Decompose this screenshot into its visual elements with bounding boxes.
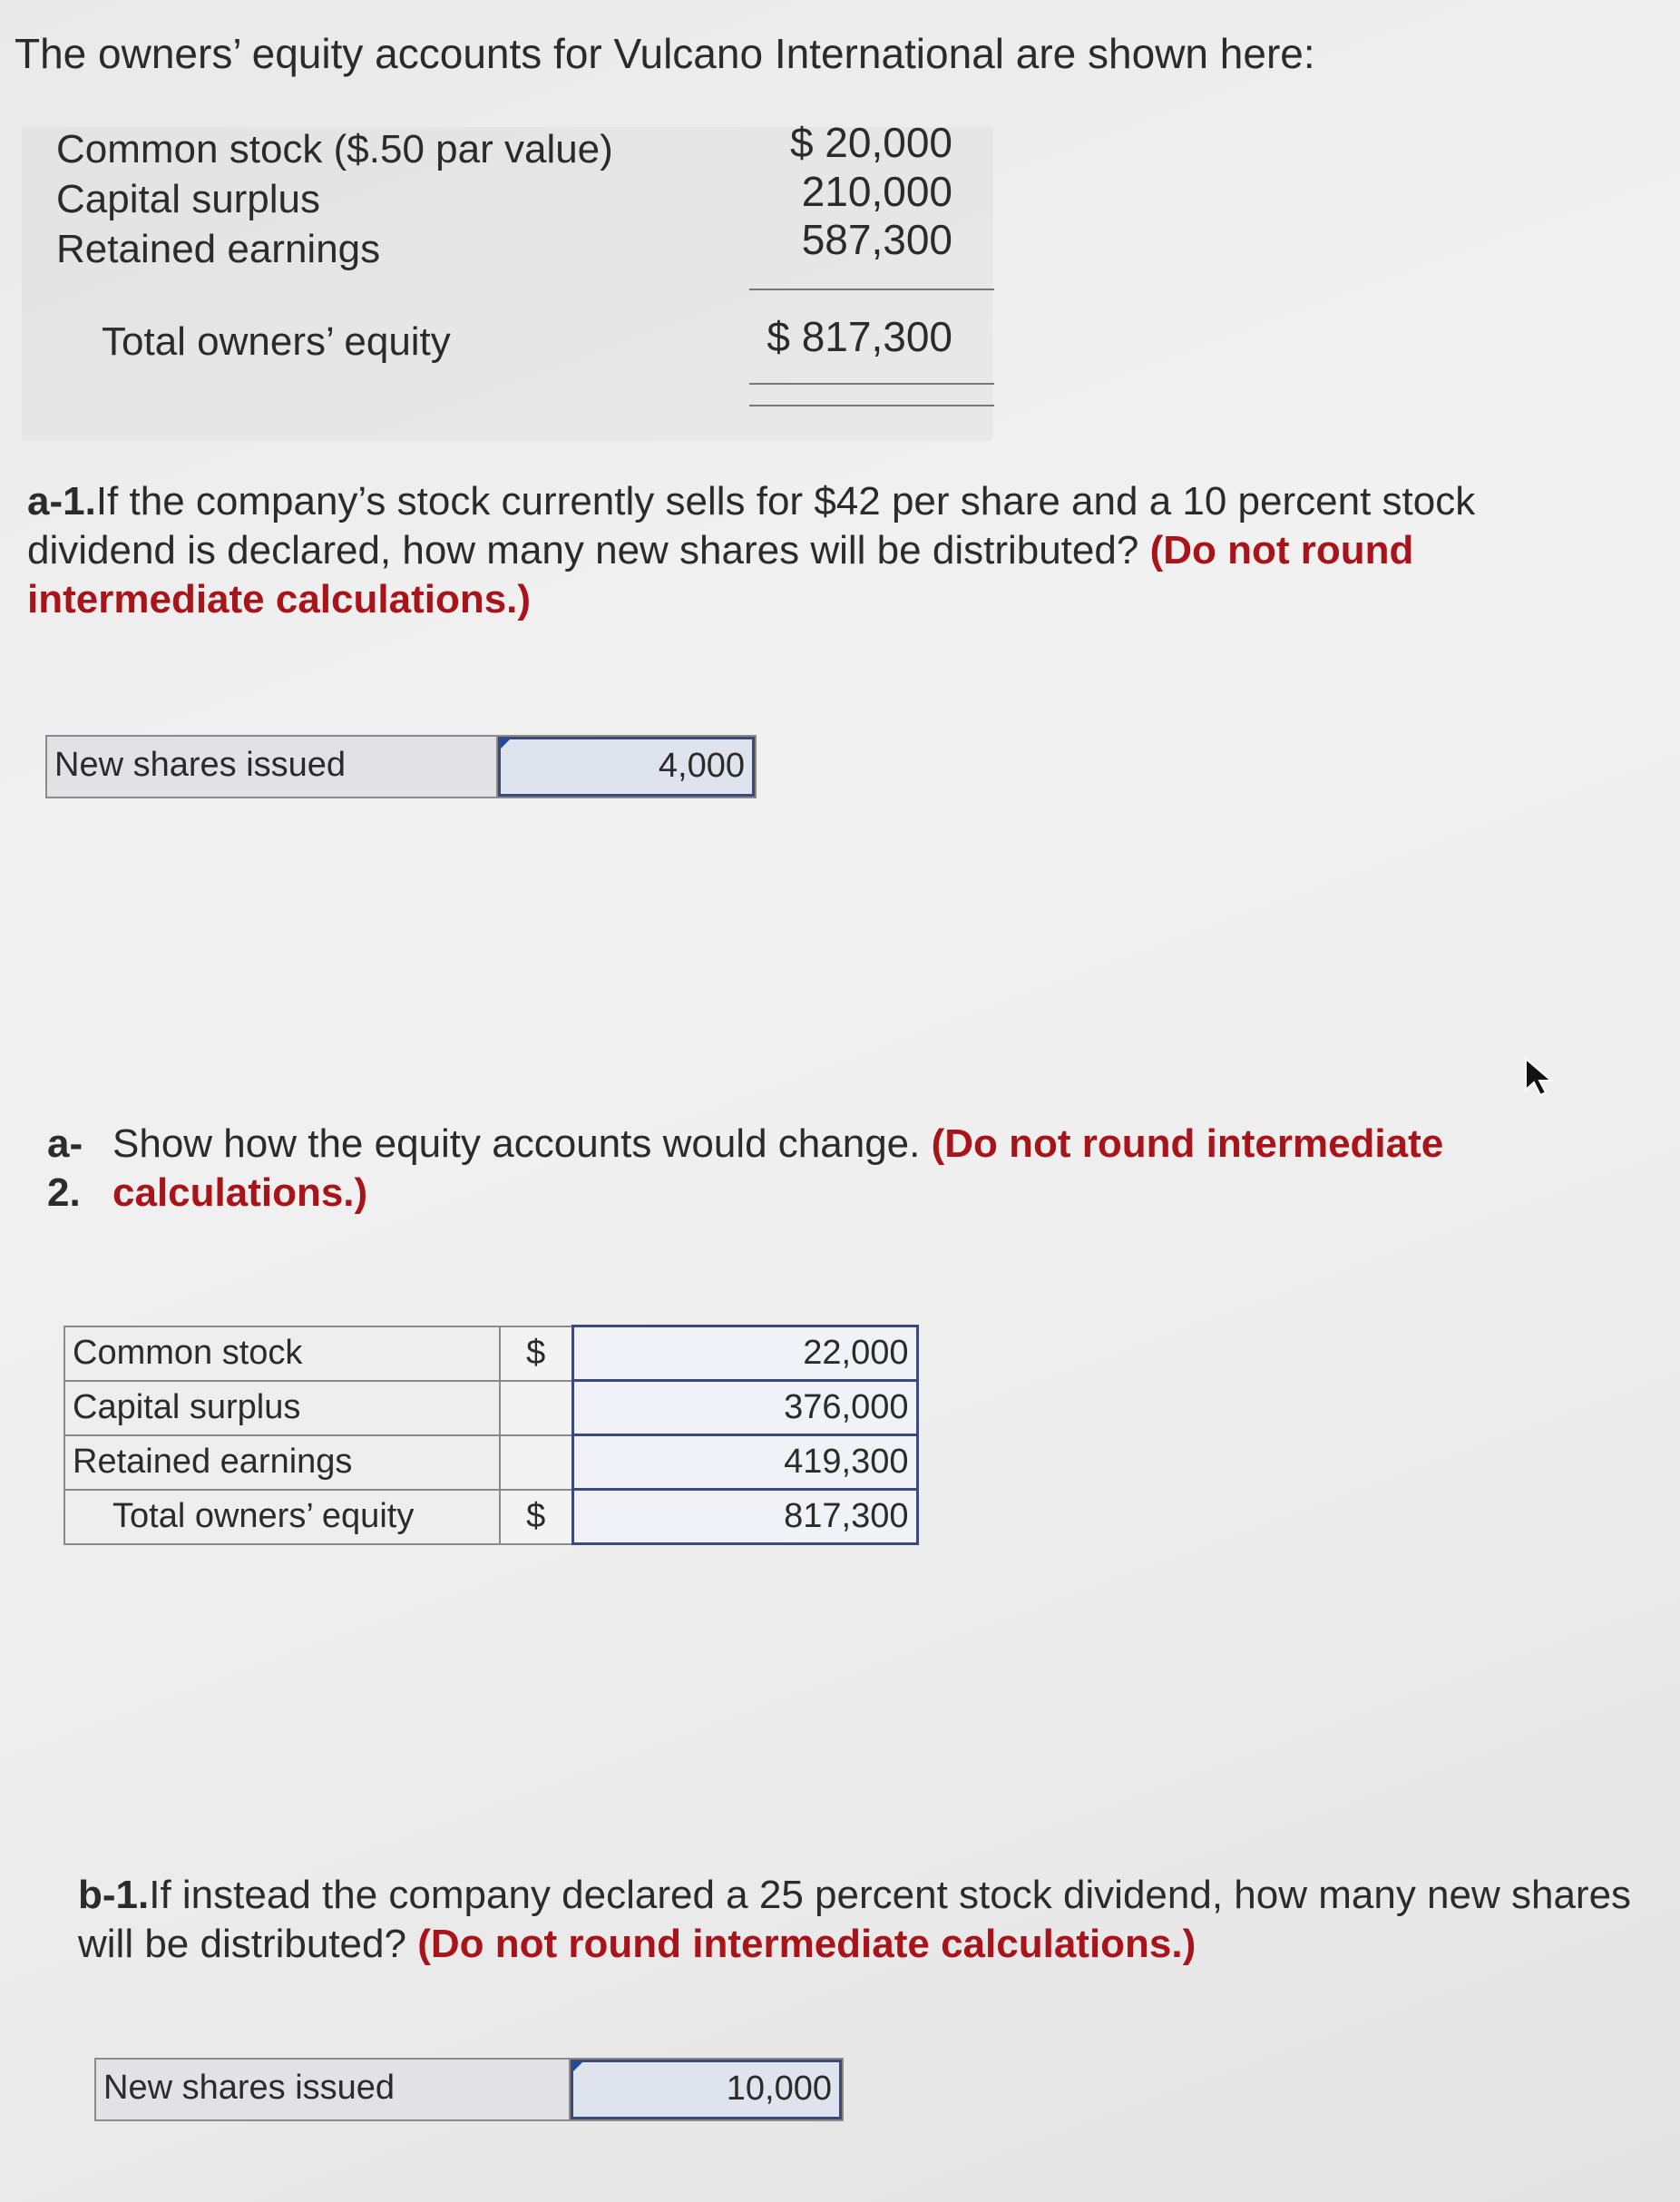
total-double-rule-bottom: [749, 405, 994, 406]
a2-label-total: Total owners’ equity: [64, 1490, 500, 1544]
table-row: [64, 1326, 917, 1381]
question-a2-text: Show how the equity accounts would change.: [112, 1121, 921, 1166]
given-value-common-stock: $ 20,000: [789, 119, 952, 166]
question-a2-number: [47, 1120, 102, 1218]
given-value-retained-earnings: 587,300: [801, 216, 952, 263]
question-a1-note: (Do not round intermediate calculations.): [27, 528, 1414, 621]
question-a2-number-line2: 2.: [47, 1170, 81, 1215]
question-a2-note-part2: calculations.): [112, 1170, 368, 1215]
question-a1-number: a-1.: [27, 479, 96, 524]
subtotal-rule: [749, 289, 994, 290]
given-label-capital-surplus: Capital surplus: [56, 177, 321, 221]
question-b1-text: If instead the company declared a 25 percent stock dividend, how many new shares will be distributed?: [78, 1873, 1632, 1966]
a1-answer-label: New shares issued: [47, 737, 498, 797]
a2-currency-retained-earnings: [500, 1435, 572, 1490]
a2-equity-table: [63, 1325, 919, 1545]
question-b1: [78, 1871, 1656, 1969]
given-label-total: Total owners’ equity: [102, 319, 451, 364]
mouse-pointer-icon: [1524, 1057, 1557, 1099]
table-row: [64, 1381, 917, 1435]
given-label-retained-earnings: Retained earnings: [56, 227, 381, 271]
b1-answer-row: [94, 2058, 844, 2121]
b1-answer-label: New shares issued: [96, 2060, 571, 2119]
given-value-total: $ 817,300: [767, 313, 952, 360]
a2-label-capital-surplus: Capital surplus: [64, 1381, 500, 1435]
a2-currency-capital-surplus: [500, 1381, 572, 1435]
intro-text: The owners’ equity accounts for Vulcano International are shown here:: [15, 30, 1315, 77]
question-a2-note-part1: (Do not round intermediate: [931, 1121, 1444, 1166]
a2-common-stock-input[interactable]: 22,000: [572, 1326, 917, 1381]
a1-new-shares-input[interactable]: 4,000: [498, 737, 755, 797]
a2-label-common-stock: Common stock: [64, 1326, 500, 1381]
table-row: [64, 1490, 917, 1544]
given-value-capital-surplus: 210,000: [801, 168, 952, 215]
question-b1-number: b-1.: [78, 1873, 150, 1917]
a1-answer-row: [45, 735, 757, 798]
question-a2: [112, 1120, 1528, 1218]
a2-currency-common-stock: $: [500, 1326, 572, 1381]
a2-label-retained-earnings: Retained earnings: [64, 1435, 500, 1490]
a2-currency-total: $: [500, 1490, 572, 1544]
table-row: [64, 1435, 917, 1490]
a2-total-input[interactable]: 817,300: [572, 1490, 917, 1544]
question-b1-note: (Do not round intermediate calculations.): [417, 1922, 1197, 1966]
given-label-common-stock: Common stock ($.50 par value): [56, 127, 613, 171]
a2-retained-earnings-input[interactable]: 419,300: [572, 1435, 917, 1490]
b1-new-shares-input[interactable]: 10,000: [571, 2060, 842, 2119]
question-a1-text: If the company’s stock currently sells for $42 per share and a 10 percent stock dividend is declared, how many new shares will be distributed?: [27, 479, 1476, 573]
a2-capital-surplus-input[interactable]: 376,000: [572, 1381, 917, 1435]
question-a1: [27, 477, 1533, 624]
question-a2-number-line1: a-: [47, 1121, 83, 1166]
total-double-rule-top: [749, 383, 994, 385]
